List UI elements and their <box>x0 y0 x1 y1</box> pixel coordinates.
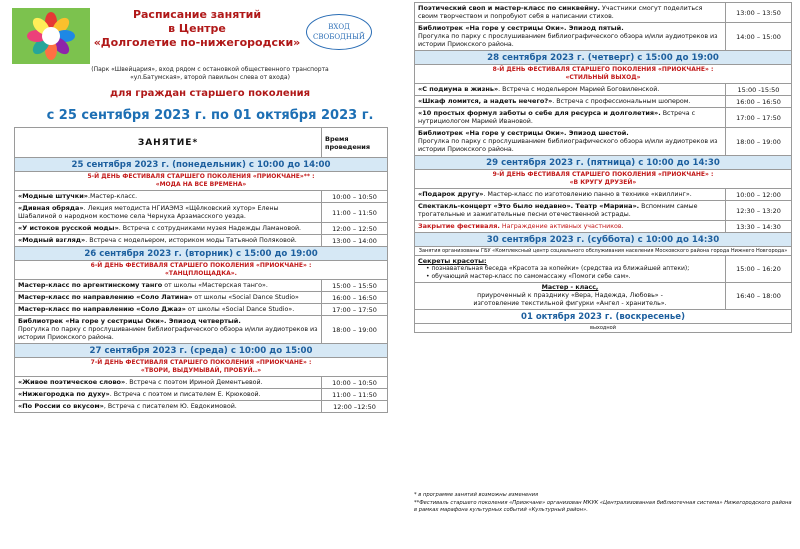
table-row <box>15 280 388 292</box>
address-note: (Парк «Швейцария», вход рядом с остановкой общественного транспорта «ул.Батумская», второй павильон слева от входа) <box>91 66 329 81</box>
festival-line: 8-Й ДЕНЬ ФЕСТИВАЛЯ СТАРШЕГО ПОКОЛЕНИЯ «ПРИОКЧАНЕ» : <box>492 66 714 73</box>
event-title: Мастер-класс по направлению «Соло Латина» <box>18 293 193 301</box>
event-time: 17:00 – 17:50 <box>726 108 792 128</box>
event-title: «10 простых формул заботы о себе для ресурса и долголетия». <box>418 109 661 117</box>
event-title: Мастер - класс, <box>541 284 599 291</box>
column-header-time: Время проведения <box>322 128 388 158</box>
event-description: приуроченный к празднику «Вера, Надежда, Любовь» - <box>477 292 663 299</box>
event-description: от школы «Social Dance Studio». <box>185 306 295 313</box>
stamp-line: СВОБОДНЫЙ <box>313 33 365 41</box>
event-title: «Дивная обряда» <box>18 204 84 212</box>
event-description: . Мастер-класс по изготовлению панно в технике «квиллинг». <box>483 191 692 198</box>
organizer-note: Занятия организованы ГБУ «Комплексный центр социального обслуживания населения Московского района города Нижнего Новгорода» <box>415 247 792 256</box>
column-header-activity: ЗАНЯТИЕ* <box>15 128 322 158</box>
event-title: «С подиума в жизнь» <box>418 85 499 93</box>
day-header: 01 октября 2023 г. (воскресенье) <box>415 310 792 324</box>
event-time: 15:00 – 15:50 <box>322 280 388 292</box>
event-description: . Встреча с сотрудниками музея Надежды Ламановой. <box>118 225 302 232</box>
period-line: с 25 сентября 2023 г. по 01 октября 2023 г. <box>46 108 374 123</box>
event-time: 15:00 -15:50 <box>726 84 792 96</box>
left-schedule-table <box>14 127 388 413</box>
event-title: Закрытие фестиваля. <box>418 222 500 230</box>
event-time: 12:00 –12:50 <box>322 401 388 413</box>
table-row <box>15 223 388 235</box>
day-header: 30 сентября 2023 г. (суббота) с 10:00 до 14:30 <box>415 233 792 247</box>
table-row <box>15 191 388 203</box>
event-title: Секреты красоты: <box>418 257 487 265</box>
event-title: Мастер-класс по аргентинскому танго <box>18 281 163 289</box>
festival-banner <box>415 170 792 189</box>
title-line: Расписание занятий <box>132 8 262 21</box>
event-title: «По России со вкусом» <box>18 402 104 410</box>
footnotes <box>414 492 792 515</box>
right-schedule-table <box>414 2 792 333</box>
festival-banner <box>15 358 388 377</box>
table-row <box>415 128 792 156</box>
event-time: 18:00 – 19:00 <box>322 316 388 344</box>
table-row <box>415 108 792 128</box>
table-row <box>15 304 388 316</box>
festival-banner <box>15 261 388 280</box>
event-time: 12:30 – 13:20 <box>726 201 792 221</box>
event-description: , Встреча с писателем Ю. Евдокимовой. <box>103 403 237 410</box>
table-row <box>415 221 792 233</box>
day-header: 29 сентября 2023 г. (пятница) с 10:00 до 14:30 <box>415 156 792 170</box>
table-row <box>15 203 388 223</box>
event-title: Поэтический своп и мастер-класс по синквейну. <box>418 4 600 12</box>
day-off-note: выходной <box>415 324 792 333</box>
festival-line: 5-Й ДЕНЬ ФЕСТИВАЛЯ СТАРШЕГО ПОКОЛЕНИЯ «ПРИОКЧАНЕ»** : <box>87 173 315 180</box>
event-description: . Встреча с поэтом Ириной Дементьевой. <box>125 379 263 386</box>
event-title: Библиотрек «На горе у сестрицы Оки». Эпизод четвертый. <box>18 317 241 325</box>
festival-line: 9-Й ДЕНЬ ФЕСТИВАЛЯ СТАРШЕГО ПОКОЛЕНИЯ «ПРИОКЧАНЕ» : <box>492 171 714 178</box>
event-time: 13:30 – 14:30 <box>726 221 792 233</box>
day-header: 27 сентября 2023 г. (среда) с 10:00 до 15:00 <box>15 344 388 358</box>
center-logo <box>12 8 90 64</box>
event-title: Библиотрек «На горе у сестрицы Оки». Эпизод шестой. <box>418 129 629 137</box>
festival-line: «ТВОРИ, ВЫДУМЫВАЙ, ПРОБУЙ..» <box>140 367 262 374</box>
event-time: 16:00 – 16:50 <box>322 292 388 304</box>
festival-line: «СТИЛЬНЫЙ ВЫХОД» <box>565 74 641 81</box>
event-time: 11:00 – 11:50 <box>322 389 388 401</box>
festival-line: «МОДА НА ВСЕ ВРЕМЕНА» <box>155 181 247 188</box>
table-row <box>15 316 388 344</box>
event-time: 18:00 – 19:00 <box>726 128 792 156</box>
event-description: Встреча с нутрициологом Марией Ивановой. <box>418 110 696 125</box>
day-header: 28 сентября 2023 г. (четверг) с 15:00 до 19:00 <box>415 51 792 65</box>
event-time: 10:00 – 10:50 <box>322 191 388 203</box>
list-item: • познавательная беседа «Красота за копейки» (средства из ближайшей аптеки); <box>426 265 690 272</box>
list-item-text: познавательная беседа «Красота за копейки» (средства из ближайшей аптеки); <box>431 265 690 272</box>
event-description: .Мастер-класс. <box>87 193 138 200</box>
event-description: изготовление текстильной фигурки «Ангел - хранитель». <box>473 300 667 307</box>
footnote: **Фестиваль старшего поколения «Приокчане» организован МКУК «Централизованная библиотечная система» Нижегородского района в рамках марафона культурных событий «Культурный район». <box>414 499 792 513</box>
event-title: Мастер-класс по направлению «Соло Джаз» <box>18 305 186 313</box>
festival-banner <box>415 65 792 84</box>
event-description: Прогулка по парку с прослушиванием библиографического обзора и/или аудиотреков из истории Приокского района. <box>418 138 718 153</box>
day-header: 25 сентября 2023 г. (понедельник) с 10:00 до 14:00 <box>15 158 388 172</box>
event-description: Участники смогут поделиться своим творчеством и попробуют себя в написании стихов. <box>418 5 703 20</box>
event-title: «Живое поэтическое слово» <box>18 378 126 386</box>
event-time: 14:00 – 15:00 <box>726 23 792 51</box>
audience-line: для граждан старшего поколения <box>109 88 311 99</box>
title-line: в Центре <box>168 22 226 35</box>
event-description: . Встреча с модельером Марией Боговиленской. <box>498 86 660 93</box>
table-row <box>415 189 792 201</box>
event-time: 10:00 – 10:50 <box>322 377 388 389</box>
table-row <box>15 235 388 247</box>
event-description: Прогулка по парку с прослушиванием библиографического обзора и/или аудиотреков из истории Приокского района. <box>18 326 318 341</box>
event-description: . Встреча с модельером, историком моды Татьяной Поляковой. <box>85 237 297 244</box>
festival-line: «ТАНЦПЛОЩАДКА». <box>165 270 237 277</box>
event-time: 16:00 – 16:50 <box>726 96 792 108</box>
page-title <box>92 8 302 50</box>
event-time: 10:00 – 12:00 <box>726 189 792 201</box>
event-description: . Встреча с поэтом и писателем Е. Крюковой. <box>109 391 261 398</box>
event-time: 17:00 – 17:50 <box>322 304 388 316</box>
festival-line: «В КРУГУ ДРУЗЕЙ» <box>569 179 637 186</box>
event-title: «Шкаф ломится, а надеть нечего?» <box>418 97 553 105</box>
day-header: 26 сентября 2023 г. (вторник) с 15:00 до 19:00 <box>15 247 388 261</box>
table-row <box>415 3 792 23</box>
festival-line: 6-Й ДЕНЬ ФЕСТИВАЛЯ СТАРШЕГО ПОКОЛЕНИЯ «ПРИОКЧАНЕ» : <box>90 262 312 269</box>
event-title: Библиотрек «На горе у сестрицы Оки». Эпизод пятый. <box>418 24 624 32</box>
footnote: * в программе занятий возможны изменения <box>414 492 539 498</box>
event-time: 13:00 – 14:00 <box>322 235 388 247</box>
table-row <box>15 377 388 389</box>
festival-banner <box>15 172 388 191</box>
table-row <box>15 389 388 401</box>
event-time: 12:00 – 12:50 <box>322 223 388 235</box>
event-time: 16:40 – 18:00 <box>726 283 792 310</box>
event-description: Вспомним самые трогательные и зажигательные песни отечественной эстрады. <box>418 203 698 218</box>
event-title: «У истоков русской моды» <box>18 224 119 232</box>
event-description: от школы «Social Dance Studio» <box>192 294 299 301</box>
table-row <box>415 256 792 283</box>
table-row <box>415 201 792 221</box>
table-row <box>415 23 792 51</box>
stamp-line: ВХОД <box>328 23 350 31</box>
event-time: 15:00 – 16:20 <box>726 256 792 283</box>
event-description: Прогулка по парку с прослушиванием библиографического обзора и/или аудиотреков из истории Приокского района. <box>418 33 718 48</box>
table-row <box>15 292 388 304</box>
event-time: 11:00 – 11:50 <box>322 203 388 223</box>
event-title: Спектакль-концерт «Это было недавно». Театр «Марина». <box>418 202 640 210</box>
list-item-text: обучающий мастер-класс по самомассажу «Помоги себе сам». <box>431 273 631 280</box>
free-entry-stamp <box>306 14 372 50</box>
event-description: от школы «Мастерская танго». <box>162 282 268 289</box>
event-description: . Встреча с профессиональным шопером. <box>552 98 691 105</box>
table-row <box>415 283 792 310</box>
event-title: «Модные штучки» <box>18 192 88 200</box>
event-time: 13:00 – 13:50 <box>726 3 792 23</box>
event-description: . Лекция методиста НГИАЭМЗ «Щёлковский хутор» Елены Шабалиной о народном костюме села Чернуха Арзамасского уезда. <box>18 205 279 220</box>
event-title: «Модный взгляд» <box>18 236 86 244</box>
table-row <box>415 96 792 108</box>
festival-line: 7-Й ДЕНЬ ФЕСТИВАЛЯ СТАРШЕГО ПОКОЛЕНИЯ «ПРИОКЧАНЕ» : <box>90 359 312 366</box>
event-description: Награждение активных участников. <box>499 223 624 230</box>
event-title: «Нижегородка по духу» <box>18 390 110 398</box>
title-line: «Долголетие по-нижегородски» <box>93 36 301 49</box>
event-title: «Подарок другу» <box>418 190 484 198</box>
table-row <box>415 84 792 96</box>
table-row <box>15 401 388 413</box>
list-item: • обучающий мастер-класс по самомассажу «Помоги себе сам». <box>426 273 631 280</box>
